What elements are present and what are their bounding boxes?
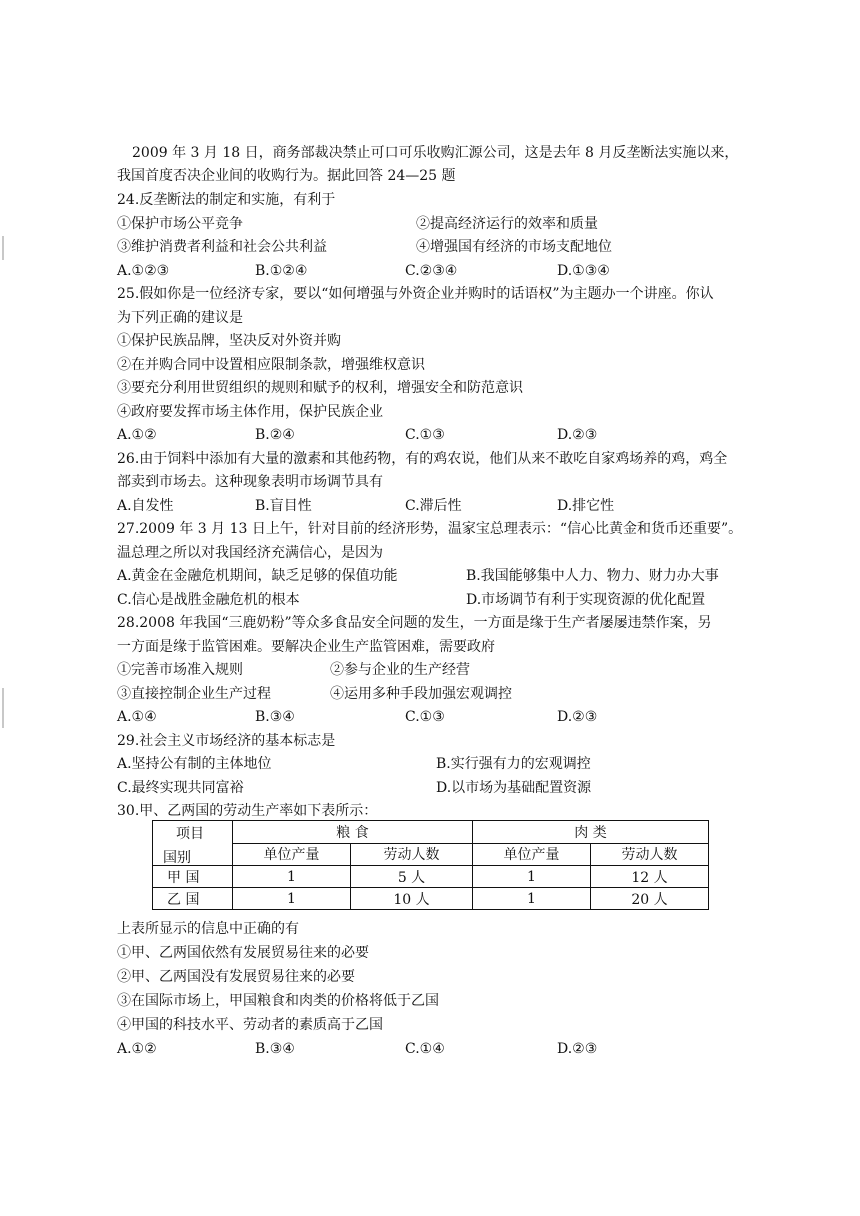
table-column-header: 单位产量 (473, 843, 591, 866)
answer-choice: A.①④ (117, 709, 157, 725)
option-item: ③直接控制企业生产过程 (117, 686, 271, 702)
answer-choice: B.②④ (255, 427, 295, 443)
table-cell: 1 (233, 888, 351, 910)
table-cell: 20 人 (591, 888, 709, 910)
option-item: ④增强国有经济的市场支配地位 (416, 239, 612, 255)
question-stem: 为下列正确的建议是 (117, 310, 243, 326)
option-item: ②参与企业的生产经营 (330, 662, 470, 678)
table-corner-top: 项目 (176, 826, 204, 842)
question-stem: 28.2008 年我国“三鹿奶粉”等众多食品安全问题的发生，一方面是缘于生产者屡屡违禁作案，另 (117, 615, 712, 631)
answer-choice: D.以市场为基础配置资源 (436, 780, 592, 796)
table-cell: 1 (473, 866, 591, 888)
option-item: ③在国际市场上，甲国粮食和肉类的价格将低于乙国 (117, 993, 439, 1009)
table-column-header: 单位产量 (233, 843, 351, 866)
answer-choice: D.排它性 (557, 498, 615, 514)
answer-choice: C.最终实现共同富裕 (117, 780, 244, 796)
option-item: ④运用多种手段加强宏观调控 (330, 686, 512, 702)
answer-choice: B.实行强有力的宏观调控 (436, 756, 591, 772)
answer-choice: C.①④ (405, 1041, 445, 1057)
table-column-header: 劳动人数 (591, 843, 709, 866)
answer-choice: B.③④ (255, 709, 295, 725)
question-stem: 一方面是缘于监管困难。要解决企业生产监管困难，需要政府 (117, 639, 495, 655)
table-column-header: 劳动人数 (351, 843, 473, 866)
table-row-header: 乙 国 (153, 888, 233, 910)
answer-choice: D.①③④ (557, 263, 610, 279)
answer-choice: A.黄金在金融危机期间，缺乏足够的保值功能 (117, 568, 398, 584)
table-cell: 1 (473, 888, 591, 910)
answer-choice: C.①③ (405, 709, 445, 725)
answer-choice: A.①②③ (117, 263, 170, 279)
table-cell: 5 人 (351, 866, 473, 888)
question-stem: 27.2009 年 3 月 13 日上午，针对目前的经济形势，温家宝总理表示：“信心比黄金和货币还重要”。 (117, 521, 743, 537)
option-item: ①完善市场准入规则 (117, 662, 243, 678)
option-item: ①保护民族品牌，坚决反对外资并购 (117, 333, 341, 349)
productivity-table (152, 820, 709, 910)
table-cell: 12 人 (591, 866, 709, 888)
question-stem: 部卖到市场去。这种现象表明市场调节具有 (117, 474, 383, 490)
table-cell: 1 (233, 866, 351, 888)
question-stem: 24.反垄断法的制定和实施，有利于 (117, 192, 336, 208)
answer-choice: D.②③ (557, 709, 598, 725)
table-row (153, 866, 709, 888)
answer-choice: D.②③ (557, 427, 598, 443)
question-followup: 上表所显示的信息中正确的有 (117, 921, 299, 937)
question-stem: 温总理之所以对我国经济充满信心，是因为 (117, 545, 383, 561)
answer-choice: D.②③ (557, 1041, 598, 1057)
answer-choice: D.市场调节有利于实现资源的优化配置 (466, 592, 706, 608)
table-corner-bottom: 国别 (163, 850, 191, 866)
option-item: ①保护市场公平竞争 (117, 216, 243, 232)
table-row (153, 888, 709, 910)
answer-choice: C.滞后性 (405, 498, 462, 514)
option-item: ②在并购合同中设置相应限制条款，增强维权意识 (117, 357, 425, 373)
question-stem: 25.假如你是一位经济专家，要以“如何增强与外资企业并购时的话语权”为主题办一个讲座。你认 (117, 286, 714, 302)
answer-choice: C.②③④ (405, 263, 458, 279)
answer-choice: C.①③ (405, 427, 445, 443)
answer-choice: A.①② (117, 1041, 157, 1057)
option-item: ③要充分利用世贸组织的规则和赋予的权利，增强安全和防范意识 (117, 380, 523, 396)
table-corner-cell (153, 821, 233, 866)
answer-choice: B.③④ (255, 1041, 295, 1057)
option-item: ②甲、乙两国没有发展贸易往来的必要 (117, 969, 355, 985)
table-cell: 10 人 (351, 888, 473, 910)
answer-choice: B.我国能够集中人力、物力、财力办大事 (466, 568, 719, 584)
answer-choice: C.信心是战胜金融危机的根本 (117, 592, 300, 608)
answer-choice: B.①②④ (255, 263, 308, 279)
answer-choice: A.①② (117, 427, 157, 443)
option-item: ④甲国的科技水平、劳动者的素质高于乙国 (117, 1017, 383, 1033)
question-stem: 29.社会主义市场经济的基本标志是 (117, 733, 336, 749)
option-item: ④政府要发挥市场主体作用，保护民族企业 (117, 404, 383, 420)
option-item: ①甲、乙两国依然有发展贸易往来的必要 (117, 945, 369, 961)
answer-choice: B.盲目性 (255, 498, 312, 514)
table-row-header: 甲 国 (153, 866, 233, 888)
option-item: ③维护消费者利益和社会公共利益 (117, 239, 327, 255)
intro-line: 我国首度否决企业间的收购行为。据此回答 24—25 题 (117, 168, 456, 184)
scan-mark (2, 236, 4, 260)
intro-line: 2009 年 3 月 18 日，商务部裁决禁止可口可乐收购汇源公司，这是去年 8 月反垄断法实施以来， (132, 145, 739, 161)
answer-choice: A.坚持公有制的主体地位 (117, 756, 272, 772)
table-group-header: 粮 食 (233, 821, 473, 844)
question-stem: 30.甲、乙两国的劳动生产率如下表所示： (117, 803, 378, 819)
scan-mark (2, 688, 4, 728)
table-group-header: 肉 类 (473, 821, 709, 844)
answer-choice: A.自发性 (117, 498, 174, 514)
question-stem: 26.由于饲料中添加有大量的激素和其他药物，有的鸡农说，他们从来不敢吃自家鸡场养的鸡，鸡全 (117, 451, 728, 467)
option-item: ②提高经济运行的效率和质量 (416, 216, 598, 232)
